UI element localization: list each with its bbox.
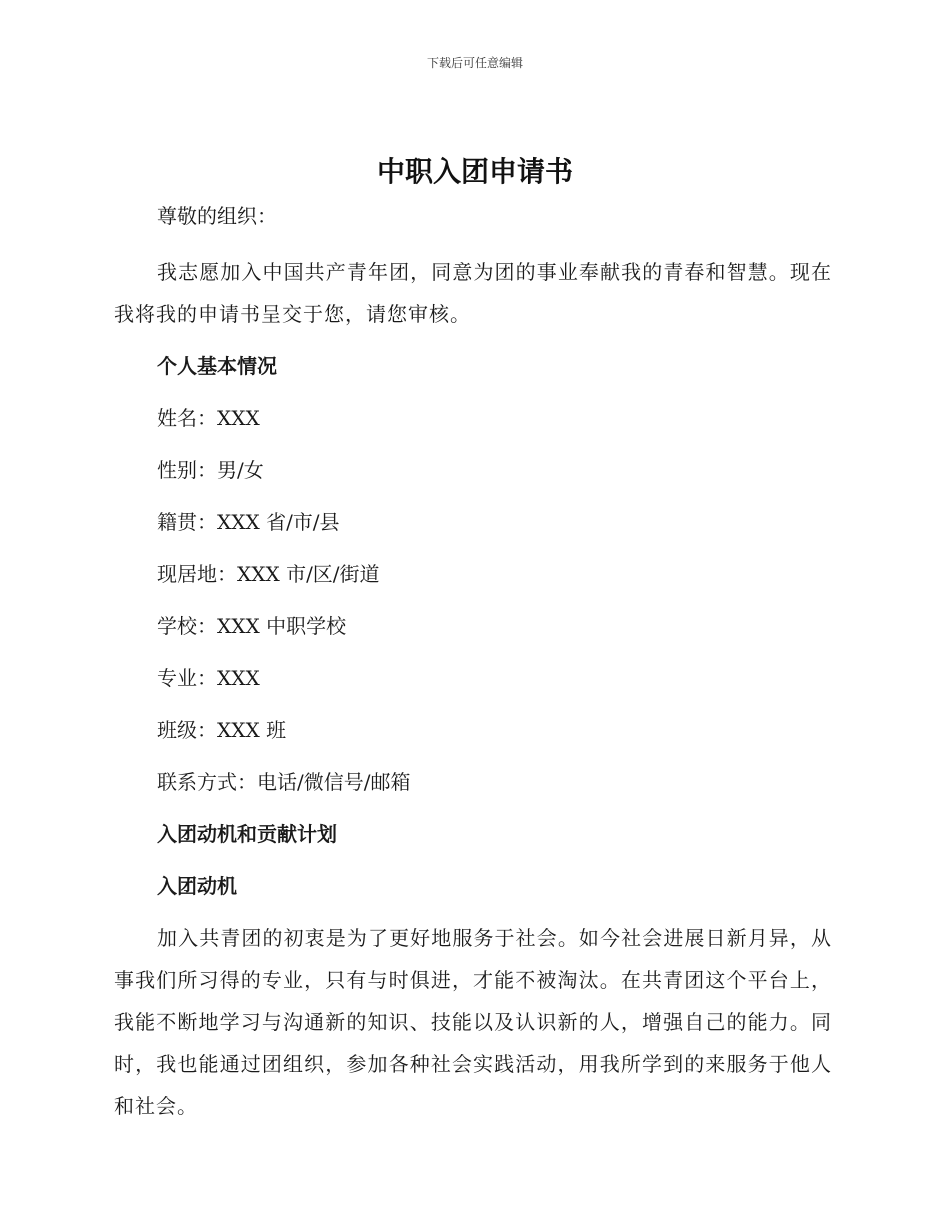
field-contact: 联系方式：电话/微信号/邮箱 [157, 770, 411, 794]
field-class: 班级：XXX 班 [157, 718, 287, 742]
document-body [114, 195, 832, 1137]
field-school: 学校：XXX 中职学校 [157, 614, 347, 638]
field-name: 姓名：XXX [157, 406, 260, 430]
section-heading-motivation-plan: 入团动机和贡献计划 [157, 822, 337, 846]
subsection-heading-motivation: 入团动机 [157, 874, 237, 898]
field-residence: 现居地：XXX 市/区/街道 [157, 562, 380, 586]
document-title: 中职入团申请书 [376, 155, 573, 188]
header-note: 下载后可任意编辑 [426, 56, 523, 70]
greeting: 尊敬的组织： [157, 204, 277, 228]
section-heading-personal: 个人基本情况 [157, 354, 277, 378]
motivation-paragraph: 加入共青团的初衷是为了更好地服务于社会。如今社会进展日新月异，从事我们所习得的专业，只有与时俱进，才能不被淘汰。在共青团这个平台上，我能不断地学习与沟通新的知识、技能以及认识新的人，增强自己的能力。同时，我也能通过团组织，参加各种社会实践活动，用我所学到的来服务于他人和社会。 [114, 926, 832, 1118]
field-native-place: 籍贯：XXX 省/市/县 [157, 510, 340, 534]
field-gender: 性别：男/女 [157, 458, 264, 482]
intro-paragraph: 我志愿加入中国共产青年团，同意为团的事业奉献我的青春和智慧。现在我将我的申请书呈交于您，请您审核。 [114, 260, 832, 326]
field-major: 专业：XXX [157, 666, 260, 690]
